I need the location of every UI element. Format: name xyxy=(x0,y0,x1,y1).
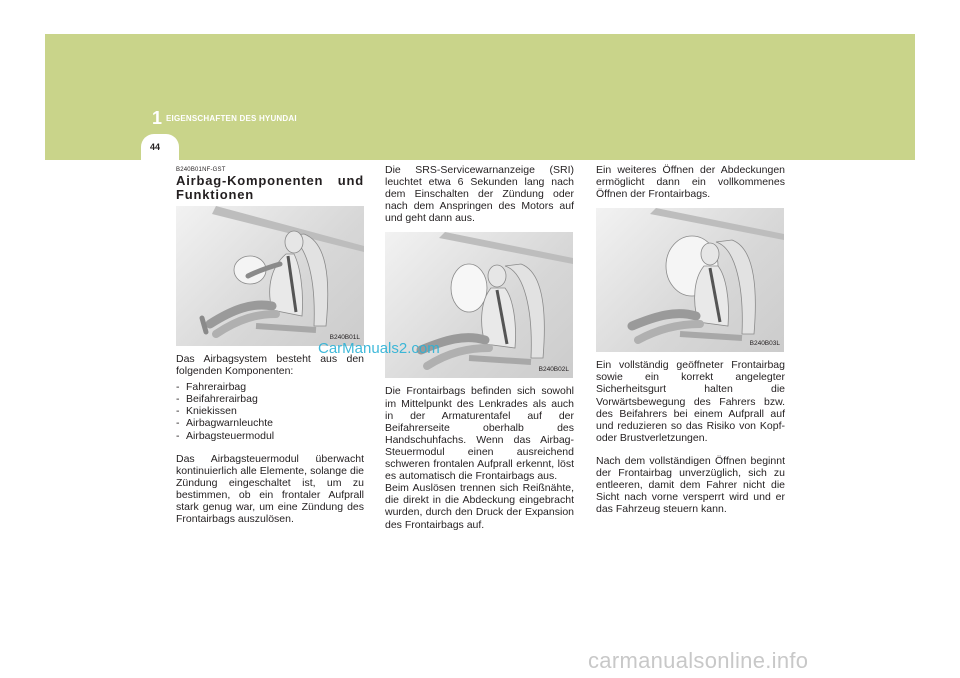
column-3 xyxy=(596,164,785,526)
figure-code: B240B01L xyxy=(329,333,360,341)
paragraph: Das Airbagsteuermodul überwacht kontinuierlich alle Elemente, solange die Zündung eingeschaltet ist, um zu bestimmen, ob ein frontaler Aufprall stark genug war, um eine Zündung des Frontairbags auszulösen. xyxy=(176,452,364,526)
paragraph: Beim Auslösen trennen sich Reißnähte, die direkt in die Abdeckung eingebracht wurden, durch den Druck der Expansion des Frontairbags auf. xyxy=(385,482,574,531)
airbag-illustration-1 xyxy=(176,206,364,346)
figure-code: B240B02L xyxy=(538,366,569,374)
components-intro: Das Airbagsystem besteht aus den folgenden Komponenten: xyxy=(176,353,364,378)
list-item: - Kniekissen xyxy=(176,405,364,417)
chapter-title: EIGENSCHAFTEN DES HYUNDAI xyxy=(166,114,297,123)
components-list xyxy=(176,381,364,441)
section-heading: Airbag-Komponenten und Funktionen xyxy=(176,173,364,202)
list-item: - Airbagsteuermodul xyxy=(176,430,364,442)
airbag-illustration-1-drawing xyxy=(176,206,364,346)
paragraph: Ein vollständig geöffneter Frontairbag sowie ein korrekt angelegter Sicherheitsgurt halten die Vorwärtsbewegung des Fahrers bzw. des Beifahrers bei einem Aufprall auf und reduzieren so das Risiko von Kopf- oder Brustverletzungen. xyxy=(596,359,785,444)
page-number: 44 xyxy=(150,142,161,152)
paragraph: Nach dem vollständigen Öffnen beginnt der Frontairbag unverzüglich, sich zu entleeren, damit dem Fahrer nicht die Sicht nach vorne versperrt wird und er das Fahrzeug steuern kann. xyxy=(596,454,785,516)
paragraph: Ein weiteres Öffnen der Abdeckungen ermöglicht dann ein vollkommenes Öffnen der Frontairbags. xyxy=(596,164,785,201)
airbag-illustration-3-drawing xyxy=(596,208,784,352)
list-item: - Beifahrerairbag xyxy=(176,393,364,405)
paragraph: Die SRS-Servicewarnanzeige (SRI) leuchtet etwa 6 Sekunden lang nach dem Einschalten der Zündung oder nach dem Anspringen des Motors auf und geht dann aus. xyxy=(385,164,574,225)
watermark-footer: carmanualsonline.info xyxy=(588,648,809,673)
list-item: - Airbagwarnleuchte xyxy=(176,417,364,429)
chapter-number: 1 xyxy=(152,108,163,128)
airbag-illustration-3 xyxy=(596,208,784,352)
paragraph: Die Frontairbags befinden sich sowohl im Mittelpunkt des Lenkrades als auch in der Armaturentafel auf der Beifahrerseite oberhalb des Handschuhfachs. Wenn das Airbag-Steuermodul einen ausreichend schweren frontalen Aufprall erkennt, löst es automatisch die Frontairbags aus. xyxy=(385,385,574,483)
section-code: B240B01NF-GST xyxy=(176,167,226,173)
figure-code: B240B03L xyxy=(749,340,780,348)
list-item: - Fahrerairbag xyxy=(176,381,364,393)
watermark-middle: CarManuals2.com xyxy=(318,340,440,357)
